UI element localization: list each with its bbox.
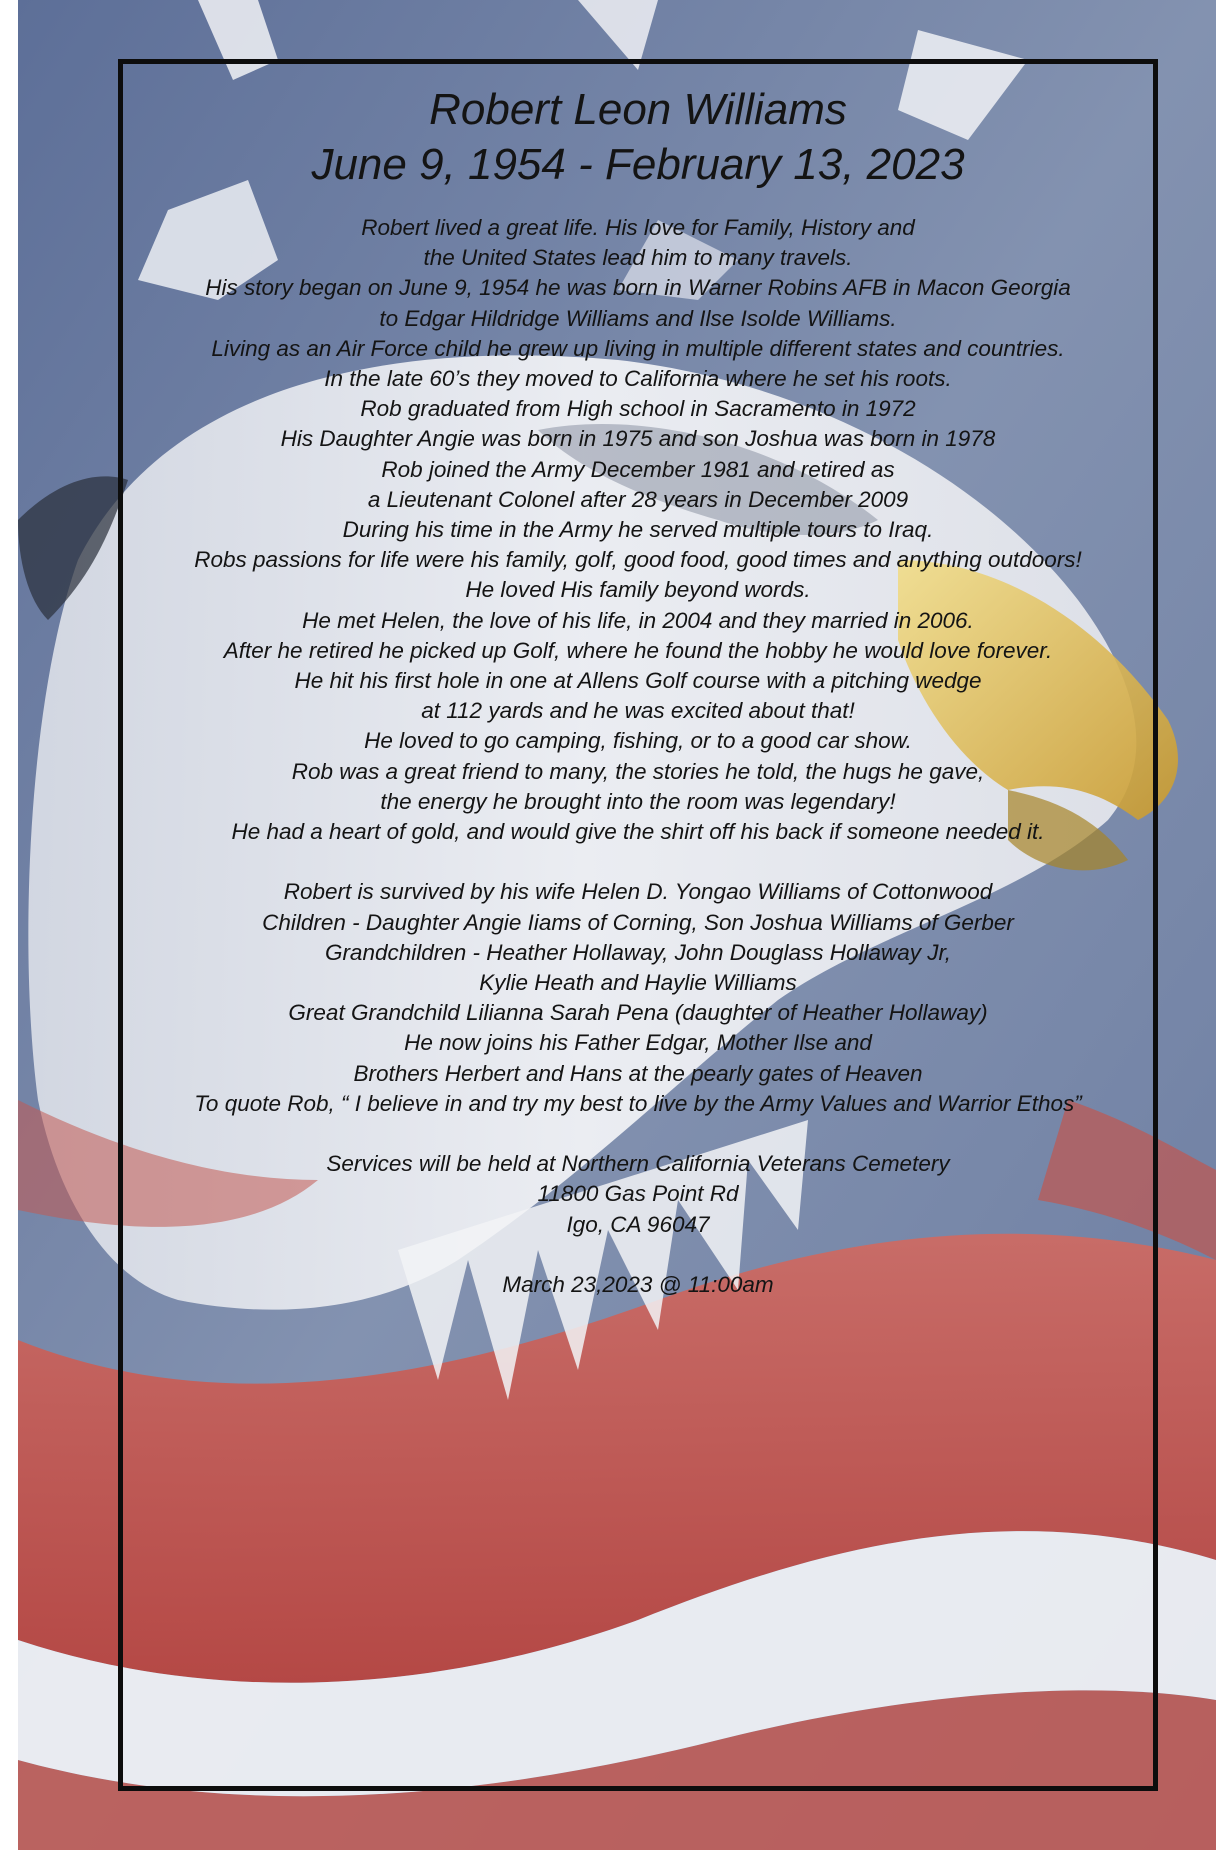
- blank-spacer: [123, 1240, 1153, 1270]
- survivors-line: Robert is survived by his wife Helen D. Yongao Williams of Cottonwood: [283, 879, 993, 905]
- biography-line: to Edgar Hildridge Williams and Ilse Isolde Williams.: [379, 305, 897, 331]
- biography-line: Rob joined the Army December 1981 and retired as: [381, 456, 895, 482]
- biography-line: at 112 yards and he was excited about that!: [421, 698, 855, 724]
- life-dates: June 9, 1954 - February 13, 2023: [311, 140, 965, 189]
- biography-line: Rob graduated from High school in Sacramento in 1972: [360, 396, 916, 422]
- biography-line: During his time in the Army he served multiple tours to Iraq.: [342, 517, 934, 543]
- survivors-line: Grandchildren - Heather Hollaway, John Douglass Hollaway Jr,: [324, 939, 952, 965]
- blank-spacer: [123, 847, 1153, 877]
- biography-line: His story began on June 9, 1954 he was born in Warner Robins AFB in Macon Georgia: [205, 275, 1071, 301]
- services-datetime: March 23,2023 @ 11:00am: [502, 1272, 774, 1298]
- biography-line: Robert lived a great life. His love for Family, History and: [361, 215, 915, 240]
- services-location: Services will be held at Northern California Veterans Cemetery: [326, 1151, 950, 1177]
- services-section: [123, 1149, 1153, 1300]
- services-address: 11800 Gas Point Rd: [537, 1181, 739, 1207]
- survivors-line: Great Grandchild Lilianna Sarah Pena (daughter of Heather Hollaway): [288, 1000, 988, 1026]
- biography-line: the United States lead him to many travels.: [423, 245, 853, 271]
- deceased-name: Robert Leon Williams: [429, 85, 847, 134]
- survivors-line: Brothers Herbert and Hans at the pearly gates of Heaven: [353, 1060, 923, 1086]
- biography-line: Living as an Air Force child he grew up living in multiple different states and countries.: [211, 335, 1065, 361]
- biography-section: [123, 213, 1153, 1300]
- biography-line: He hit his first hole in one at Allens Golf course with a pitching wedge: [294, 668, 982, 694]
- biography-line: a Lieutenant Colonel after 28 years in December 2009: [367, 486, 909, 512]
- memorial-content: [123, 64, 1153, 1300]
- biography-line: After he retired he picked up Golf, where he found the hobby he would love forever.: [223, 637, 1053, 663]
- survivors-line: Children - Daughter Angie Iiams of Corning, Son Joshua Williams of Gerber: [262, 909, 1014, 935]
- biography-line: He loved His family beyond words.: [465, 577, 811, 603]
- survivors-line: He now joins his Father Edgar, Mother Ilse and: [404, 1030, 872, 1056]
- survivors-line: Kylie Heath and Haylie Williams: [479, 970, 797, 996]
- biography-line: the energy he brought into the room was legendary!: [380, 788, 896, 814]
- survivors-line: To quote Rob, “ I believe in and try my best to live by the Army Values and Warrior Ethos”: [194, 1090, 1082, 1116]
- biography-line: He loved to go camping, fishing, or to a good car show.: [364, 728, 912, 754]
- biography-line: Robs passions for life were his family, golf, good food, good times and anything outdoors!: [194, 547, 1082, 573]
- biography-line: In the late 60’s they moved to California where he set his roots.: [324, 366, 952, 392]
- biography-line: His Daughter Angie was born in 1975 and son Joshua was born in 1978: [280, 426, 996, 452]
- biography-line: He met Helen, the love of his life, in 2004 and they married in 2006.: [302, 607, 974, 633]
- blank-spacer: [123, 1119, 1153, 1149]
- biography-line: He had a heart of gold, and would give the shirt off his back if someone needed it.: [231, 819, 1045, 845]
- services-city: Igo, CA 96047: [566, 1211, 710, 1237]
- biography-line: Rob was a great friend to many, the stories he told, the hugs he gave,: [291, 758, 985, 784]
